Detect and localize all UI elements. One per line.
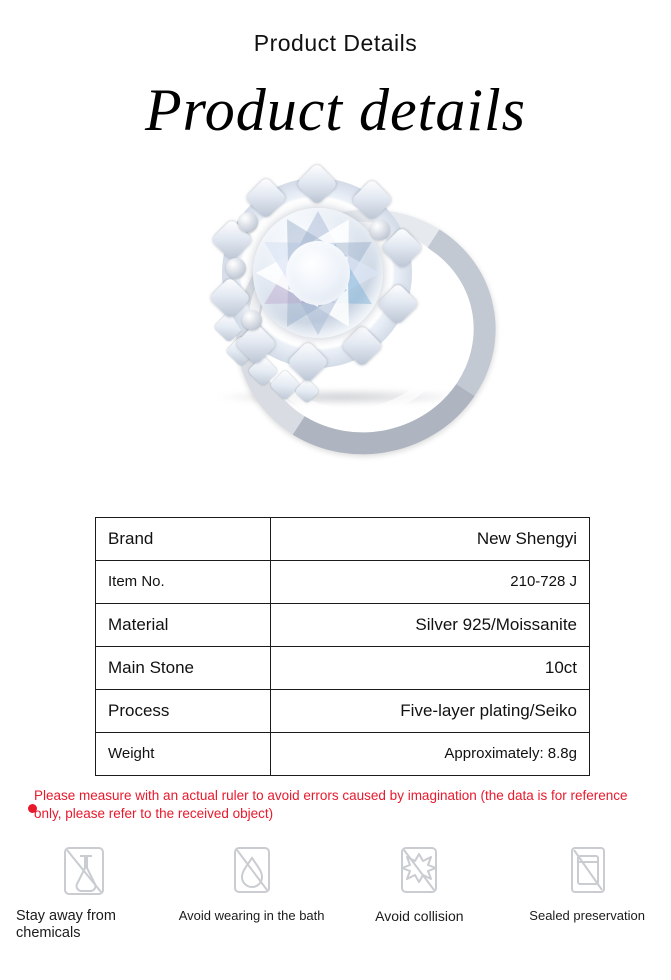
- prong-bottom-left: [242, 310, 262, 330]
- care-item: [168, 842, 336, 943]
- spec-value: Five-layer plating/Seiko: [271, 690, 590, 733]
- specification-table: [95, 517, 590, 776]
- page-title: Product details: [144, 77, 527, 143]
- table-row: [96, 604, 590, 647]
- care-label: Stay away from chemicals: [16, 908, 116, 942]
- prong-top-left: [238, 212, 258, 232]
- spec-value: New Shengyi: [271, 518, 590, 561]
- care-item: [503, 842, 671, 943]
- care-instructions: [0, 842, 671, 943]
- care-item: [336, 842, 504, 943]
- spec-label: Material: [96, 604, 271, 647]
- spec-value: Approximately: 8.8g: [271, 733, 590, 776]
- no-collision-icon: [390, 842, 448, 900]
- ring-illustration: [156, 170, 516, 440]
- spec-value: Silver 925/Moissanite: [271, 604, 590, 647]
- spec-value: 10ct: [271, 647, 590, 690]
- no-chemicals-icon: [55, 842, 113, 900]
- care-label: Sealed preservation: [529, 908, 645, 923]
- product-image: [0, 170, 671, 440]
- table-row: [96, 561, 590, 604]
- prong-top-right: [370, 220, 390, 240]
- table-row: [96, 518, 590, 561]
- prong-left: [226, 258, 246, 278]
- center-stone: [253, 208, 383, 338]
- spec-label: Main Stone: [96, 647, 271, 690]
- care-label: Avoid collision: [375, 908, 464, 924]
- sealed-bag-icon: [558, 842, 616, 900]
- care-label: Avoid wearing in the bath: [178, 908, 325, 923]
- product-details-page: [0, 30, 671, 980]
- spec-label: Brand: [96, 518, 271, 561]
- spec-label: Process: [96, 690, 271, 733]
- no-bath-icon: [223, 842, 281, 900]
- measurement-note: Please measure with an actual ruler to avoid errors caused by imagination (the data is for reference only, please refer to the received object): [34, 788, 628, 822]
- spec-label: Weight: [96, 733, 271, 776]
- table-row: [96, 647, 590, 690]
- table-row: [96, 733, 590, 776]
- spec-value: 210-728 J: [271, 561, 590, 604]
- table-row: [96, 690, 590, 733]
- care-item: [0, 842, 168, 943]
- spec-label: Item No.: [96, 561, 271, 604]
- page-subtitle: Product Details: [253, 30, 418, 56]
